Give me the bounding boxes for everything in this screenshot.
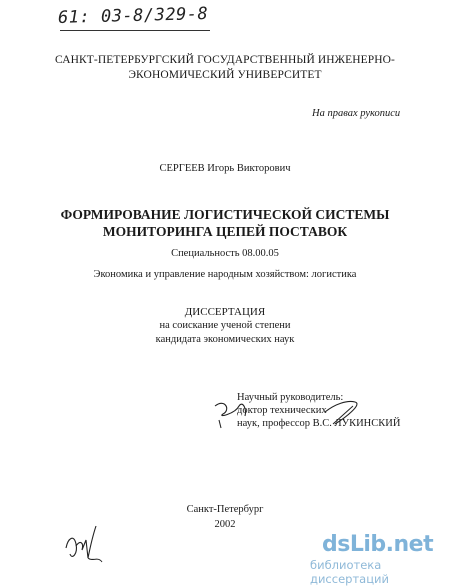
watermark-tagline: библиотека диссертаций xyxy=(310,558,389,586)
specialty: Специальность 08.00.05 xyxy=(171,248,279,259)
handwritten-catalog-code: 61: 03-8/329-8 xyxy=(57,4,209,28)
manuscript-note: На правах рукописи xyxy=(312,108,401,119)
institution-line-2: ЭКОНОМИЧЕСКИЙ УНИВЕРСИТЕТ xyxy=(128,69,322,81)
institution-line-1: САНКТ-ПЕТЕРБУРГСКИЙ ГОСУДАРСТВЕННЫЙ ИНЖЕНЕРНО- xyxy=(55,54,395,66)
handwritten-underline xyxy=(60,30,210,31)
author-signature-icon xyxy=(62,518,108,570)
dissertation-line-1: на соискание ученой степени xyxy=(159,320,291,331)
title-line-1: ФОРМИРОВАНИЕ ЛОГИСТИЧЕСКОЙ СИСТЕМЫ xyxy=(60,207,390,222)
watermark-logo xyxy=(322,532,433,557)
institution-name xyxy=(0,53,450,83)
supervisor-line-1: Научный руководитель: xyxy=(237,392,344,403)
dissertation-heading: ДИССЕРТАЦИЯ xyxy=(184,306,266,318)
field-of-study: Экономика и управление народным хозяйством: логистика xyxy=(93,269,357,280)
supervisor-line-3: наук, профессор В.С. ЛУКИНСКИЙ xyxy=(237,418,401,429)
dissertation-title xyxy=(0,206,450,240)
dissertation-line-2: кандидата экономических наук xyxy=(155,334,295,345)
city: Санкт-Петербург xyxy=(186,504,264,515)
author-name: СЕРГЕЕВ Игорь Викторович xyxy=(159,163,291,174)
title-line-2: МОНИТОРИНГА ЦЕПЕЙ ПОСТАВОК xyxy=(102,224,348,239)
dissertation-block xyxy=(0,305,450,347)
supervisor-line-2: доктор технических xyxy=(237,405,327,416)
watermark-logo-text: dsLib.net xyxy=(322,532,434,557)
year: 2002 xyxy=(214,519,236,530)
supervisor-signature-icon xyxy=(205,384,385,444)
